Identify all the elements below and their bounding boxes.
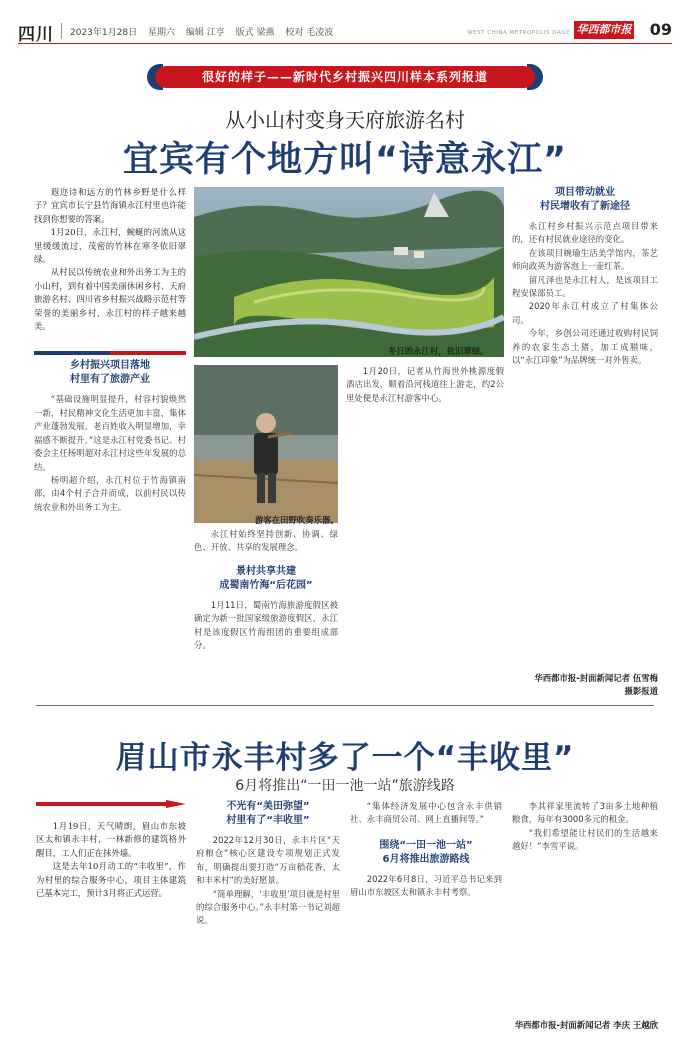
body-paragraph: 留凡泽也是永江村人，是该项目工程安保部员工。	[512, 274, 658, 299]
body-paragraph: 1月11日，蜀南竹海旅游度假区被确定为新一批国家级旅游度假区，永江村是该度假区竹海组团的重要组成部分。	[194, 599, 338, 651]
body-paragraph: 今年，乡创公司还通过收购村民饲养的农家生态土猪，加工成腊味，以“永江印象”为品牌统一对外售卖。	[512, 328, 658, 366]
body-paragraph: 永江村乡村振兴示范点项目带来的，还有村民就业途径的变化。	[512, 221, 658, 245]
decorative-red-bar	[36, 800, 186, 808]
subhead-scenic-sharing: 景村共享共建 成蜀南竹海“后花园”	[219, 565, 313, 591]
article2-column-2	[196, 800, 340, 1032]
photo-musician	[194, 365, 338, 523]
newspaper-logo: 华西都市报	[574, 21, 634, 39]
proof-credit: 校对 毛凌波	[285, 28, 334, 38]
body-paragraph: “简单理解，‘丰收里’项目就是村里的综合服务中心。”永丰村第一书记刘超说。	[196, 888, 340, 926]
photo-caption-small: 游客在田野吹奏乐器。	[255, 515, 339, 525]
article1-byline: 华西都市报-封面新闻记者 伍雪梅 摄影报道	[512, 672, 658, 698]
article1-headline: 宜宾有个地方叫“诗意永江”	[122, 140, 567, 180]
body-paragraph: 在该项目婉瑜生活美学馆内，茶艺师向政英为游客泡上一壶红茶。	[512, 247, 658, 272]
lead-paragraph: 从村民以传统农业和外出务工为主的小山村，到有着中国美丽休闲乡村、天府旅游名村、四川省乡村振兴战略示范村等荣誉的美丽乡村，永江村的样子越来越美。	[34, 267, 186, 332]
body-paragraph: “我们希望能让村民们的生活越来越好！”李雪平说。	[512, 827, 658, 852]
article1-kicker: 从小山村变身天府旅游名村	[225, 108, 465, 132]
body-paragraph: 杨明超介绍，永江村位于竹海镇南部，由4个村子合并而成，以前村民以传统农业和外出务工为主。	[34, 474, 186, 512]
body-paragraph: “集体经济发展中心包含永丰供销社、永丰商贸公司、网上直播间等。”	[350, 801, 502, 825]
subhead-village-project: 乡村振兴项目落地 村里有了旅游产业	[70, 360, 150, 386]
lead-paragraph: 1月19日，天气晴朗，眉山市东坡区太和镇永丰村，一林新修的建筑格外醒目，工人们正在抹外墙。	[36, 821, 186, 858]
section-name: 四川	[18, 20, 54, 45]
masthead-meta	[70, 25, 341, 38]
article-divider	[36, 705, 654, 706]
subhead-harvest-hall: 不光有“美田弥望” 村里有了“丰收里”	[226, 801, 310, 826]
masthead-english: WEST CHINA METROPOLIS DAILY	[467, 30, 570, 36]
subhead-employment: 项目带动就业 村民增收有了新途径	[540, 187, 630, 212]
article2-headline: 眉山市永丰村多了一个“丰收里”	[115, 740, 575, 776]
article2-kicker: 6月将推出“一田一池一站”旅游线路	[235, 778, 455, 794]
article2-column-3	[350, 800, 502, 1032]
photo-caption-main: 冬日的永江村，依旧翠绿。	[388, 346, 489, 356]
article1-column-2	[194, 528, 338, 698]
subhead-bar	[34, 351, 186, 355]
body-paragraph: “基础设施明显提升，村容村貌焕然一新，村民精神文化生活更加丰富，集体产业蓬勃发展，老百姓收入明显增加，幸福感不断提升。”这是永江村党委书记、村委会主任杨明超对永江村这些年发展的总结。	[34, 394, 186, 472]
photo-winter-village	[194, 187, 504, 357]
body-paragraph: 1月20日，记者从竹海世外桃源度假酒店出发，顺着沿河栈道往上游走，约2公里处便是永江村游客中心。	[346, 366, 504, 403]
lead-paragraph: 遐迩诗和远方的竹林乡野是什么样子？宜宾市长宁县竹海镇永江村里也许能找到你想要的答案。	[34, 187, 186, 224]
article2-byline: 华西都市报-封面新闻记者 李庆 王越欣	[512, 1019, 658, 1032]
article1-lead	[34, 186, 186, 333]
body-paragraph: 2022年12月30日，永丰片区“天府粮仓”核心区建设专项规划正式发布，明确提出要打造“万亩稻花香，太和丰米村”的美好愿景。	[196, 835, 340, 886]
article2-column-4	[512, 800, 658, 1032]
body-paragraph: 永江村始终坚持创新、协调、绿色、开放、共享的发展理念。	[194, 529, 338, 553]
masthead	[18, 18, 672, 44]
article1-column-1	[34, 186, 186, 696]
lead-paragraph: 这是去年10月动工的“丰收里”，作为村里的综合服务中心，项目主体建筑已基本完工，预计3月将正式运营。	[36, 861, 186, 899]
issue-weekday: 星期六	[147, 28, 175, 38]
issue-date: 2023年1月28日	[70, 28, 138, 38]
editor-credit: 编辑 江亨	[185, 28, 225, 38]
body-paragraph: 李其祥家里流转了3亩多土地种植粮食，每年有3000多元的租金。	[512, 801, 658, 825]
series-banner: 很好的样子——新时代乡村振兴四川样本系列报道	[155, 66, 535, 88]
article1-column-4	[512, 186, 658, 698]
lead-paragraph: 1月20日，永江村，蜿蜒的河流从这里缓缓流过，茂密的竹林在寒冬依旧翠绿。	[34, 227, 186, 265]
page-number: 09	[649, 20, 672, 39]
article1-column-3	[346, 365, 504, 698]
body-paragraph: 2022年6月8日，习近平总书记来到眉山市东坡区太和镇永丰村考察。	[350, 873, 502, 898]
article2-column-1	[36, 820, 186, 1032]
layout-credit: 版式 梁燕	[235, 28, 275, 38]
body-paragraph: 2020年永江村成立了村集体公司。	[512, 301, 658, 325]
subhead-tour-route: 围绕“一田一池一站” 6月将推出旅游路线	[379, 839, 473, 865]
